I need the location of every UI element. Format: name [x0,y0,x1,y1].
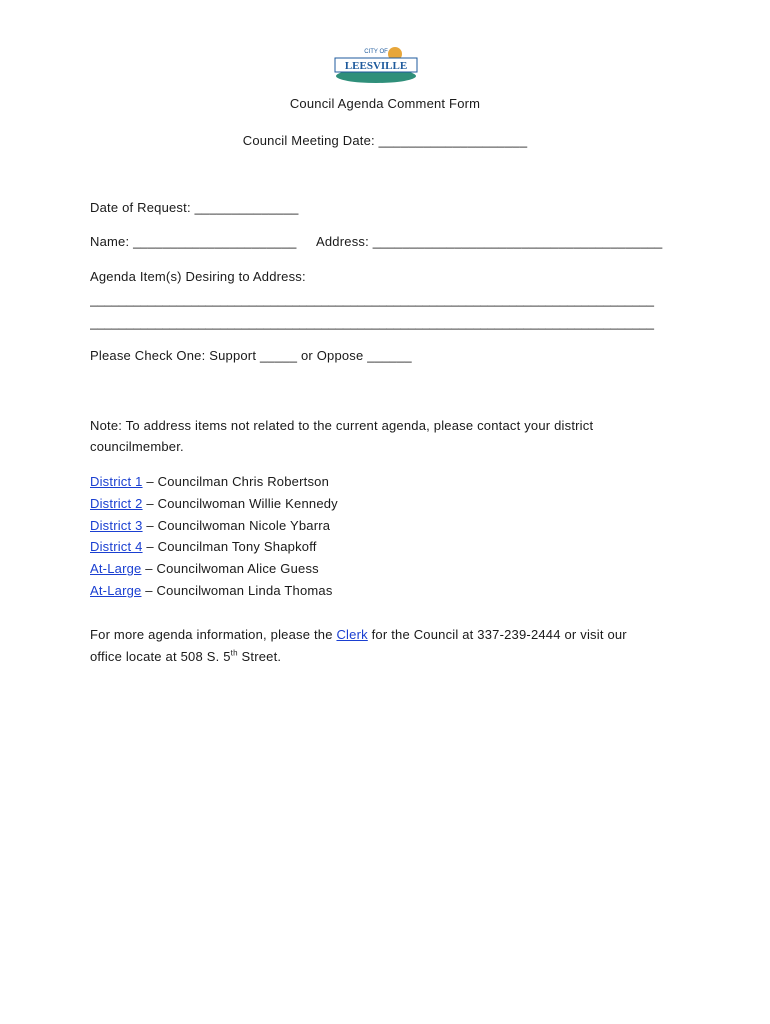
district-member: – Councilman Chris Robertson [142,474,329,489]
district-item [90,496,338,511]
clerk-link[interactable]: Clerk [336,627,368,642]
district-link[interactable]: District 2 [90,496,143,511]
district-member: – Councilwoman Linda Thomas [141,583,333,598]
district-link[interactable]: District 4 [90,539,143,554]
address-field[interactable]: _______________________________________ [372,234,663,249]
meeting-date-label: Council Meeting Date: [242,133,375,148]
meeting-date-row [0,133,770,148]
check-one-label: Please Check One: Support [90,348,257,363]
district-item [90,561,319,576]
district-item [90,583,333,598]
svg-text:CITY OF: CITY OF [364,49,388,55]
date-of-request-label: Date of Request: [90,200,191,215]
footer-line-2 [90,649,281,664]
name-field[interactable]: ______________________ [133,234,297,249]
district-item [90,474,329,489]
district-item [90,518,330,533]
district-member: – Councilwoman Nicole Ybarra [142,518,331,533]
district-member: – Councilman Tony Shapkoff [142,539,317,554]
agenda-items-line-1[interactable]: ______________________________________________________________________________ [90,292,654,307]
agenda-items-line-2[interactable]: ______________________________________________________________________________ [90,315,654,330]
district-member: – Councilwoman Alice Guess [141,561,319,576]
form-title: Council Agenda Comment Form [289,96,481,111]
address-row [316,234,663,249]
note-line-2: councilmember. [90,439,184,454]
date-of-request-row [90,200,299,215]
district-member: – Councilwoman Willie Kennedy [142,496,338,511]
note-line-1: Note: To address items not related to the current agenda, please contact your district [90,418,594,433]
or-oppose-label: or Oppose [300,348,364,363]
footer-text: Street. [237,649,282,664]
district-item [90,539,317,554]
date-of-request-field[interactable]: ______________ [194,200,299,215]
footer-text: office locate at 508 S. 5 [90,649,231,664]
footer-text: for the Council at 337-239-2444 or visit our [367,627,627,642]
check-one-row [90,348,412,363]
svg-text:LEESVILLE: LEESVILLE [344,60,408,72]
agenda-items-label: Agenda Item(s) Desiring to Address: [90,269,306,284]
meeting-date-field[interactable]: ____________________ [378,133,528,148]
oppose-field[interactable]: ______ [367,348,412,363]
district-link[interactable]: At-Large [90,561,142,576]
footer-text: For more agenda information, please the [90,627,337,642]
address-label: Address: [316,234,369,249]
support-field[interactable]: _____ [259,348,298,363]
name-label: Name: [90,234,130,249]
leesville-logo [333,42,419,86]
ordinal-suffix: th [230,648,238,658]
district-link[interactable]: At-Large [90,583,142,598]
name-row [90,234,297,249]
district-link[interactable]: District 1 [90,474,143,489]
footer-line-1 [90,627,627,642]
district-link[interactable]: District 3 [90,518,143,533]
